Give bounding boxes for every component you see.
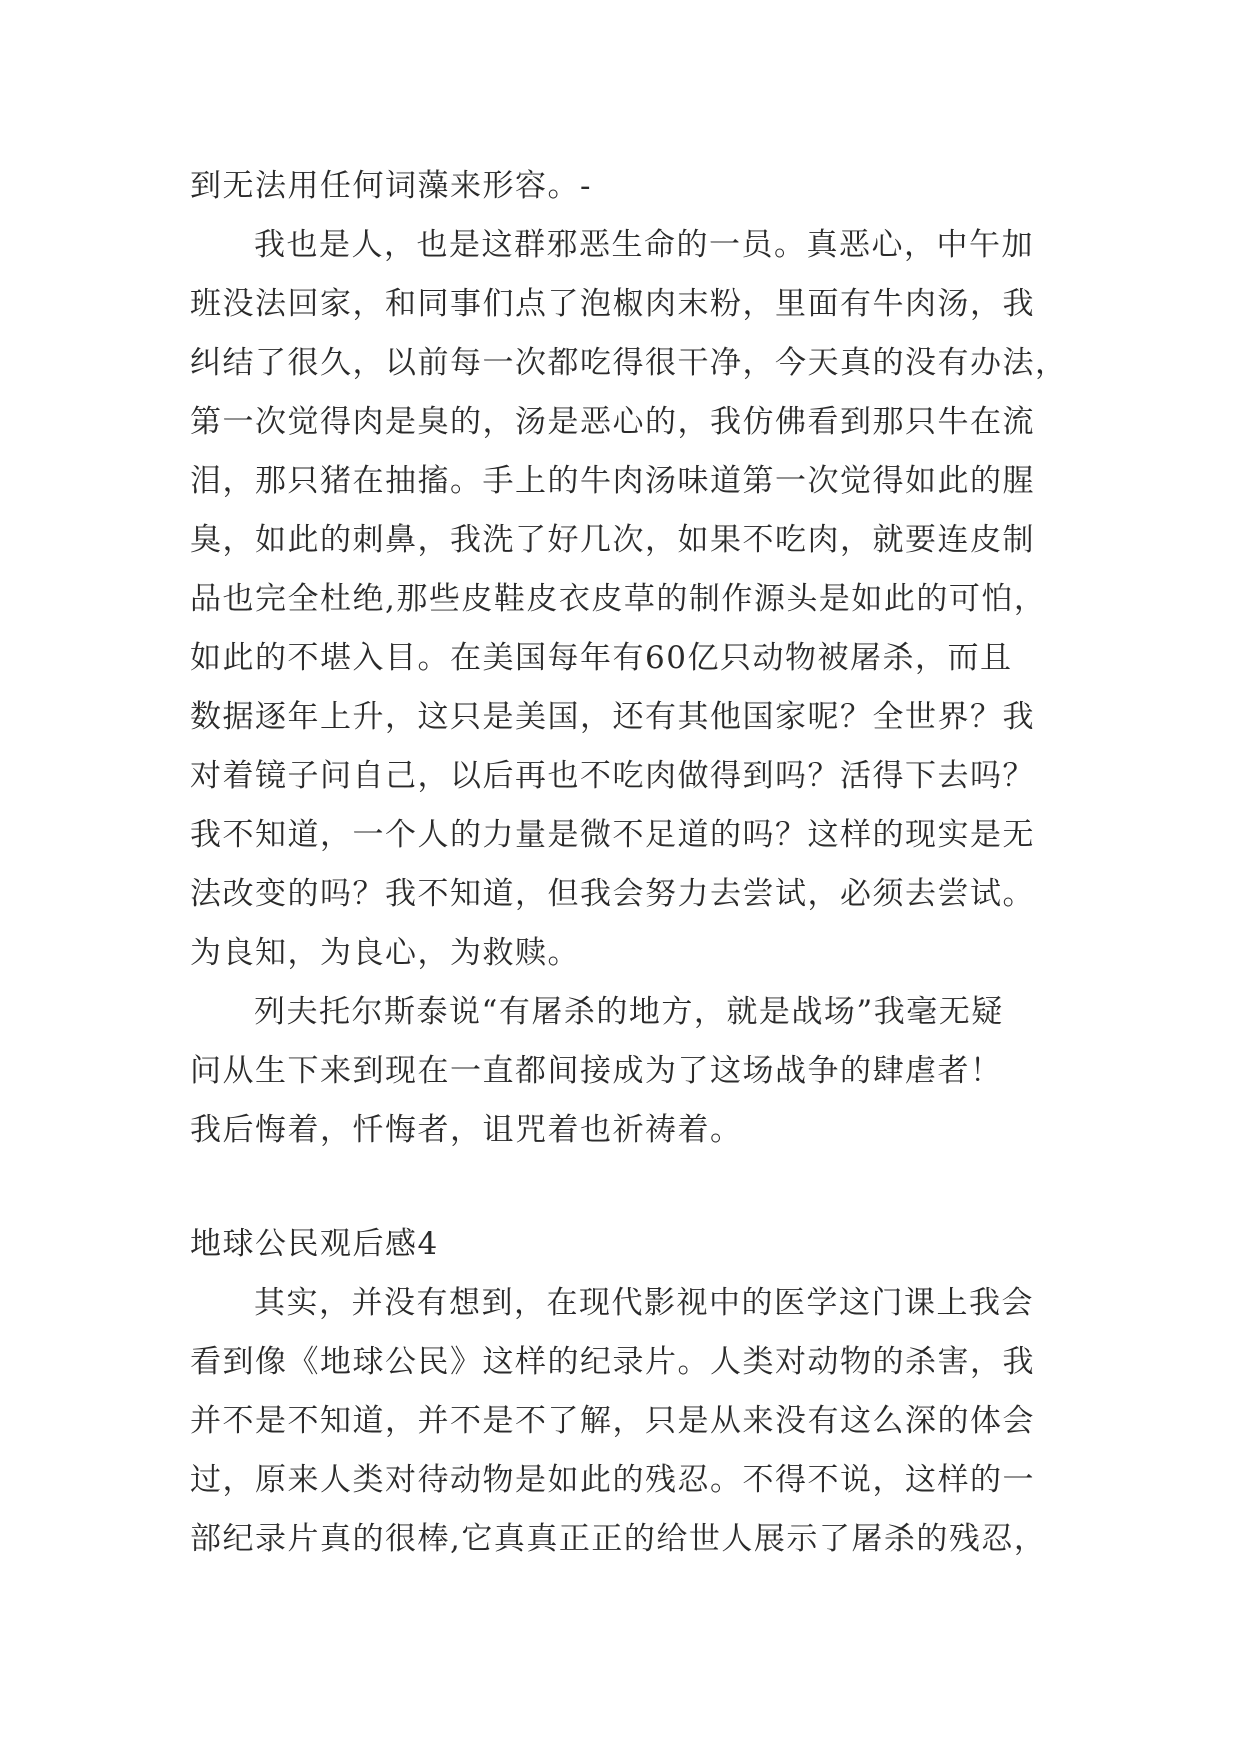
text-line-9: 如此的不堪入目。在美国每年有60亿只动物被屠杀，而且 <box>190 640 1013 676</box>
text-line-18: 其实，并没有想到，在现代影视中的医学这门课上我会 <box>254 1285 1034 1321</box>
text-line-15: 列夫托尔斯泰说“有屠杀的地方，就是战场”我毫无疑 <box>254 994 1004 1030</box>
text-line-6: 泪，那只猪在抽搐。手上的牛肉汤味道第一次觉得如此的腥 <box>190 463 1035 499</box>
text-line-16: 问从生下来到现在一直都间接成为了这场战争的肆虐者！ <box>190 1053 1003 1089</box>
text-line-19: 看到像《地球公民》这样的纪录片。人类对动物的杀害，我 <box>190 1344 1035 1380</box>
text-line-5: 第一次觉得肉是臭的，汤是恶心的，我仿佛看到那只牛在流 <box>190 404 1035 440</box>
text-line-8: 品也完全杜绝,那些皮鞋皮衣皮草的制作源头是如此的可怕， <box>190 581 1047 617</box>
text-line-10: 数据逐年上升，这只是美国，还有其他国家呢？全世界？我 <box>190 699 1035 735</box>
text-line-7: 臭，如此的刺鼻，我洗了好几次，如果不吃肉，就要连皮制 <box>190 522 1035 558</box>
text-line-13: 法改变的吗？我不知道，但我会努力去尝试，必须去尝试。 <box>190 876 1035 912</box>
text-line-17: 我后悔着，忏悔者，诅咒着也祈祷着。 <box>190 1112 743 1148</box>
text-line-1: 到无法用任何词藻来形容。- <box>190 168 592 204</box>
text-line-22: 部纪录片真的很棒,它真真正正的给世人展示了屠杀的残忍， <box>190 1521 1047 1557</box>
text-line-11: 对着镜子问自己，以后再也不吃肉做得到吗？活得下去吗？ <box>190 758 1035 794</box>
text-line-12: 我不知道，一个人的力量是微不足道的吗？这样的现实是无 <box>190 817 1035 853</box>
text-line-3: 班没法回家，和同事们点了泡椒肉末粉，里面有牛肉汤，我 <box>190 286 1035 322</box>
text-line-20: 并不是不知道，并不是不了解，只是从来没有这么深的体会 <box>190 1403 1035 1439</box>
text-line-21: 过，原来人类对待动物是如此的残忍。不得不说，这样的一 <box>190 1462 1035 1498</box>
text-line-4: 纠结了很久，以前每一次都吃得很干净，今天真的没有办法， <box>190 345 1068 381</box>
section-heading: 地球公民观后感4 <box>190 1226 439 1262</box>
text-line-14: 为良知，为良心，为救赎。 <box>190 935 580 971</box>
text-line-2: 我也是人，也是这群邪恶生命的一员。真恶心，中午加 <box>254 227 1034 263</box>
